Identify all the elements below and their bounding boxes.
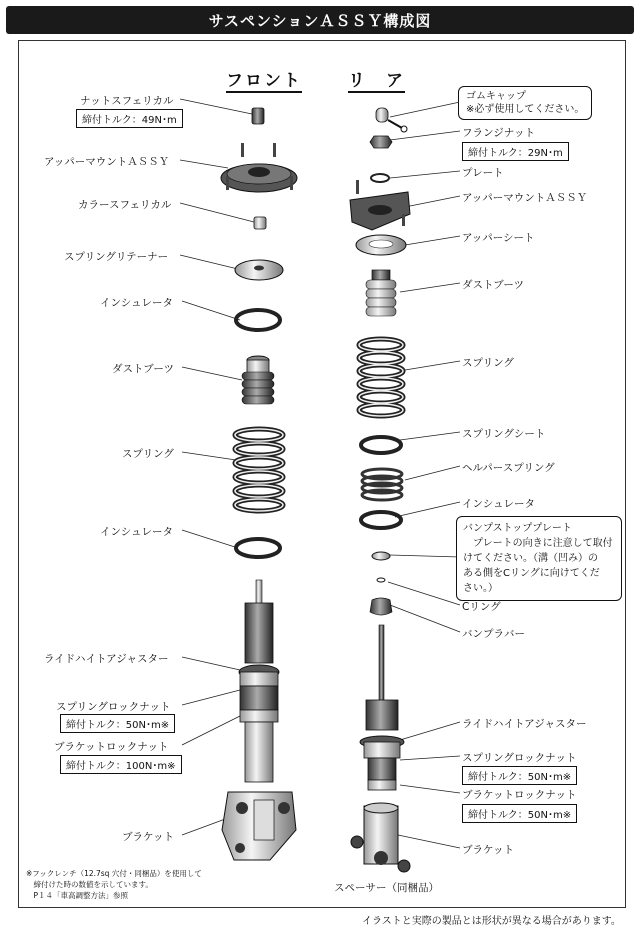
rear-bump-rubber-label: バンプラバー: [462, 628, 525, 640]
rear-bracket-label: ブラケット: [462, 844, 514, 856]
page-title: サスペンションＡＳＳＹ構成図: [6, 6, 634, 34]
rear-spacer-label: スペーサー（同梱品）: [334, 882, 439, 894]
front-bracket-lock-torque: 締付トルク：100N･m※: [60, 755, 182, 774]
front-spring-label: スプリング: [122, 448, 174, 460]
rear-flange-torque: 締付トルク：29N･m: [462, 142, 569, 161]
rubber-cap-warning: ※必ず使用してください。: [466, 104, 585, 115]
footnote-line: P１４「車高調整方法」参照: [26, 891, 129, 900]
front-header: フロント: [226, 66, 302, 93]
rear-ride-height-label: ライドハイトアジャスター: [462, 718, 587, 730]
bump-note-line: プレートの向きに注意して取付: [473, 538, 613, 549]
bump-note-line: さい。）: [463, 583, 498, 594]
bump-stop-plate-note: [456, 516, 622, 601]
front-spring-retainer-label: スプリングリテーナー: [64, 251, 169, 263]
rubber-cap-label: ゴムキャップ: [466, 91, 526, 102]
rear-helper-spring-label: ヘルパースプリング: [462, 462, 555, 474]
rear-upper-seat-label: アッパーシート: [462, 232, 535, 244]
rear-spring-lock-torque: 締付トルク：50N･m※: [462, 766, 577, 785]
rear-flange-nut-label: フランジナット: [462, 127, 536, 139]
front-insulator-top-label: インシュレータ: [100, 297, 174, 309]
rear-spring-label: スプリング: [462, 357, 514, 369]
rear-bracket-lock-label: ブラケットロックナット: [462, 789, 577, 801]
bump-note-line: けてください。（溝（凹み）の: [463, 553, 598, 564]
bump-note-line: ある側をCリングに向けてくだ: [463, 568, 600, 579]
front-bracket-label: ブラケット: [122, 831, 174, 843]
rear-dust-boot-label: ダストブーツ: [462, 279, 524, 291]
rear-header: リ ア: [348, 66, 405, 93]
front-collar-label: カラースフェリカル: [78, 199, 172, 211]
footnote: [26, 868, 202, 901]
rear-insulator-label: インシュレータ: [462, 498, 536, 510]
rear-upper-mount-label: アッパーマウントＡＳＳＹ: [462, 192, 588, 204]
rear-plate-label: プレート: [462, 167, 504, 179]
rear-c-ring-label: Cリング: [462, 601, 501, 613]
front-nut-torque: 締付トルク：49N･m: [76, 109, 183, 128]
front-spring-lock-torque: 締付トルク：50N･m※: [60, 714, 175, 733]
rear-spring-seat-label: スプリングシート: [462, 428, 546, 440]
rear-spring-lock-label: スプリングロックナット: [462, 752, 577, 764]
rear-bracket-lock-torque: 締付トルク：50N･m※: [462, 804, 577, 823]
front-spring-lock-label: スプリングロックナット: [56, 701, 171, 713]
footnote-line: 締付けた時の数値を示しています。: [26, 880, 153, 889]
front-bracket-lock-label: ブラケットロックナット: [54, 741, 169, 753]
front-ride-height-label: ライドハイトアジャスター: [44, 653, 169, 665]
footnote-line: ※フックレンチ（12.7sq 穴付・同梱品）を使用して: [26, 869, 202, 878]
disclaimer: イラストと実際の製品とは形状が異なる場合があります。: [362, 916, 621, 927]
front-dust-boot-label: ダストブーツ: [112, 363, 174, 375]
front-insulator-bottom-label: インシュレータ: [100, 526, 174, 538]
front-nut-spherical-label: ナットスフェリカル: [80, 95, 174, 107]
front-upper-mount-label: アッパーマウントＡＳＳＹ: [44, 156, 170, 168]
bump-stop-plate-label: バンプストッププレート: [463, 523, 572, 534]
rubber-cap-note: [458, 86, 592, 120]
